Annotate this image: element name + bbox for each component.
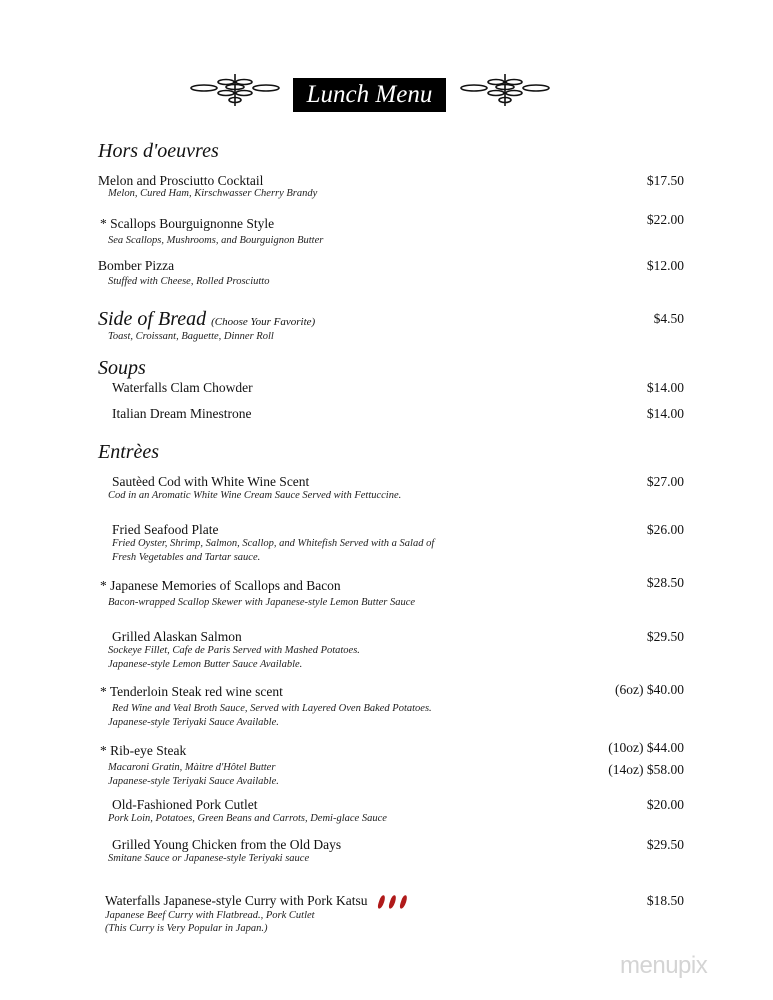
item-desc: Bacon-wrapped Scallop Skewer with Japanese-style Lemon Butter Sauce bbox=[108, 597, 416, 608]
item-price: $17.50 bbox=[646, 173, 684, 188]
item-name: * Tenderloin Steak red wine scent bbox=[100, 684, 283, 699]
item-desc: Sea Scallops, Mushrooms, and Bourguignon Butter bbox=[108, 235, 324, 246]
bread-subheading: (Choose Your Favorite) bbox=[211, 316, 316, 328]
section-heading-side-of-bread bbox=[98, 308, 315, 331]
item-desc: Red Wine and Veal Broth Sauce, Served with Layered Oven Baked Potatoes. bbox=[112, 703, 432, 714]
chili-pepper-icon bbox=[377, 894, 386, 909]
item-desc: Macaroni Gratin, Màitre d'Hôtel Butter bbox=[108, 762, 276, 773]
item-desc: Melon, Cured Ham, Kirschwasser Cherry Brandy bbox=[108, 188, 318, 199]
item-price: $4.50 bbox=[653, 311, 684, 326]
section-heading-soups: Soups bbox=[98, 357, 146, 379]
item-desc: Stuffed with Cheese, Rolled Prosciutto bbox=[108, 276, 270, 287]
section-heading-hors-doeuvres: Hors d'oeuvres bbox=[98, 140, 219, 162]
bread-heading: Side of Bread bbox=[98, 308, 207, 330]
item-name: * Japanese Memories of Scallops and Bacon bbox=[100, 578, 341, 593]
item-desc: Sockeye Fillet, Cafe de Paris Served with Mashed Potatoes. bbox=[108, 645, 360, 656]
item-price: $20.00 bbox=[646, 797, 684, 812]
item-desc: Japanese-style Teriyaki Sauce Available. bbox=[108, 717, 279, 728]
item-name: Waterfalls Clam Chowder bbox=[112, 380, 253, 395]
item-name: * Scallops Bourguignonne Style bbox=[100, 216, 275, 231]
item-desc: Japanese-style Teriyaki Sauce Available. bbox=[108, 776, 279, 787]
item-name: Grilled Young Chicken from the Old Days bbox=[112, 837, 342, 852]
item-name: Melon and Prosciutto Cocktail bbox=[98, 173, 264, 188]
item-name: Waterfalls Japanese-style Curry with Pork Katsu bbox=[105, 893, 368, 908]
watermark: menupix bbox=[620, 952, 708, 979]
item-desc: Japanese Beef Curry with Flatbread., Pork Cutlet bbox=[105, 910, 315, 921]
chili-pepper-icon bbox=[399, 894, 408, 909]
item-name: * Rib-eye Steak bbox=[100, 743, 187, 758]
item-price: $14.00 bbox=[646, 406, 684, 421]
item-price: $18.50 bbox=[646, 893, 684, 908]
item-desc: Japanese-style Lemon Butter Sauce Available. bbox=[108, 659, 303, 670]
item-name: Bomber Pizza bbox=[98, 258, 175, 273]
item-price: $27.00 bbox=[646, 474, 684, 489]
item-name-curry bbox=[105, 893, 406, 909]
ornament-left-icon bbox=[190, 72, 280, 108]
item-price: (10oz) $44.00 bbox=[608, 740, 684, 755]
item-price: $14.00 bbox=[646, 380, 684, 395]
menu-title: Lunch Menu bbox=[293, 78, 446, 112]
item-price: $28.50 bbox=[646, 575, 684, 590]
item-price: $29.50 bbox=[646, 629, 684, 644]
item-price-alt: (14oz) $58.00 bbox=[608, 762, 684, 777]
item-price: $29.50 bbox=[646, 837, 684, 852]
item-price: (6oz) $40.00 bbox=[615, 682, 684, 697]
item-desc: Pork Loin, Potatoes, Green Beans and Carrots, Demi-glace Sauce bbox=[108, 813, 387, 824]
ornament-right-icon bbox=[460, 72, 550, 108]
item-name: Old-Fashioned Pork Cutlet bbox=[112, 797, 258, 812]
item-price: $22.00 bbox=[646, 212, 684, 227]
item-name: Grilled Alaskan Salmon bbox=[112, 629, 242, 644]
item-price: $26.00 bbox=[646, 522, 684, 537]
item-desc: Fresh Vegetables and Tartar sauce. bbox=[112, 552, 261, 563]
chili-pepper-icon bbox=[388, 894, 397, 909]
item-desc: (This Curry is Very Popular in Japan.) bbox=[105, 923, 268, 934]
item-name: Italian Dream Minestrone bbox=[112, 406, 252, 421]
item-desc: Smitane Sauce or Japanese-style Teriyaki sauce bbox=[108, 853, 310, 864]
item-desc: Fried Oyster, Shrimp, Salmon, Scallop, and Whitefish Served with a Salad of bbox=[112, 538, 435, 549]
item-desc: Toast, Croissant, Baguette, Dinner Roll bbox=[108, 331, 274, 342]
item-price: $12.00 bbox=[646, 258, 684, 273]
item-name: Fried Seafood Plate bbox=[112, 522, 219, 537]
item-desc: Cod in an Aromatic White Wine Cream Sauce Served with Fettuccine. bbox=[108, 490, 402, 501]
section-heading-entrees: Entrèes bbox=[98, 441, 160, 463]
item-name: Sautèed Cod with White Wine Scent bbox=[112, 474, 310, 489]
